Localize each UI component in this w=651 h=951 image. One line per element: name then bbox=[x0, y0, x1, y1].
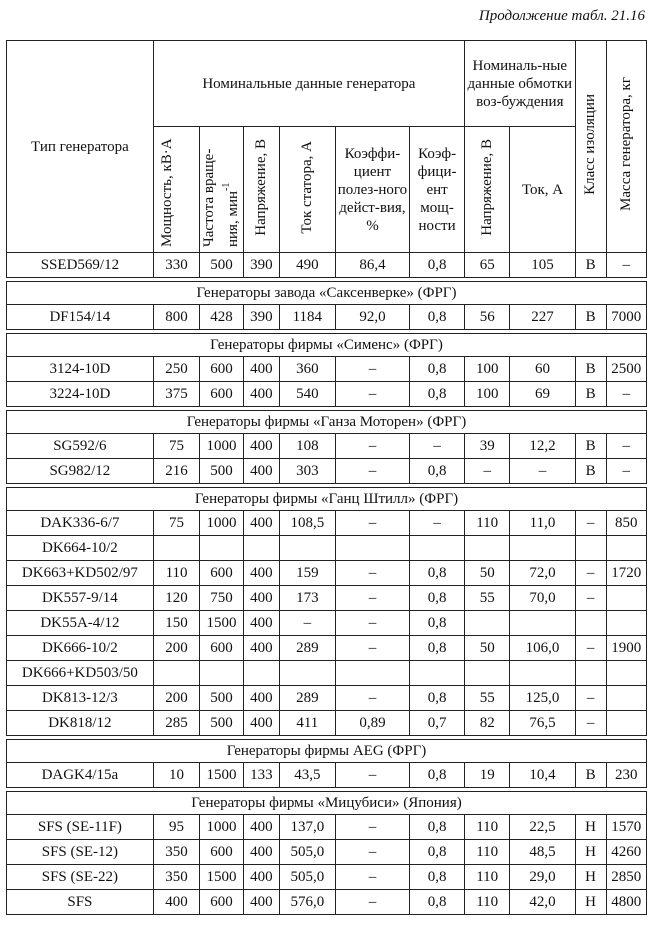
cell-mass bbox=[606, 711, 646, 736]
cell-exc-current: 12,2 bbox=[510, 434, 575, 459]
cell-mass: 1900 bbox=[606, 636, 646, 661]
cell-insulation bbox=[575, 611, 606, 636]
cell-efficiency: – bbox=[335, 382, 409, 407]
cell-current: 540 bbox=[279, 382, 335, 407]
cell-power bbox=[153, 661, 200, 686]
cell-exc-current: 29,0 bbox=[510, 865, 575, 890]
cell-exc-voltage: 82 bbox=[464, 711, 509, 736]
cell-power-factor: – bbox=[410, 434, 465, 459]
cell-voltage: 400 bbox=[243, 434, 279, 459]
table-row bbox=[7, 611, 647, 636]
table-row bbox=[7, 357, 647, 382]
cell-current: 108,5 bbox=[279, 511, 335, 536]
cell-power-factor: 0,7 bbox=[410, 711, 465, 736]
cell-speed: 500 bbox=[200, 686, 243, 711]
header-mass: Масса генератора, кг bbox=[606, 41, 646, 253]
cell-efficiency: – bbox=[335, 686, 409, 711]
table-row bbox=[7, 536, 647, 561]
cell-voltage: 400 bbox=[243, 815, 279, 840]
cell-exc-voltage: 100 bbox=[464, 357, 509, 382]
section-title: Генераторы фирмы «Ганза Моторен» (ФРГ) bbox=[7, 411, 647, 434]
cell-type: DK818/12 bbox=[7, 711, 154, 736]
cell-exc-current: 72,0 bbox=[510, 561, 575, 586]
cell-current: – bbox=[279, 611, 335, 636]
table-row bbox=[7, 459, 647, 484]
header-exc-current: Ток, А bbox=[510, 127, 575, 253]
cell-voltage: 133 bbox=[243, 763, 279, 788]
table-row bbox=[7, 561, 647, 586]
cell-voltage: 400 bbox=[243, 561, 279, 586]
cell-voltage: 400 bbox=[243, 459, 279, 484]
cell-mass: 4800 bbox=[606, 890, 646, 915]
cell-type: DK55A-4/12 bbox=[7, 611, 154, 636]
cell-voltage: 400 bbox=[243, 636, 279, 661]
cell-power-factor: 0,8 bbox=[410, 890, 465, 915]
cell-insulation: H bbox=[575, 815, 606, 840]
cell-mass: – bbox=[606, 382, 646, 407]
cell-power: 375 bbox=[153, 382, 200, 407]
cell-exc-current: 125,0 bbox=[510, 686, 575, 711]
table-row bbox=[7, 511, 647, 536]
cell-speed: 1000 bbox=[200, 815, 243, 840]
cell-power-factor: 0,8 bbox=[410, 865, 465, 890]
cell-speed: 500 bbox=[200, 253, 243, 278]
cell-current: 137,0 bbox=[279, 815, 335, 840]
cell-type: DF154/14 bbox=[7, 305, 154, 330]
cell-mass: 7000 bbox=[606, 305, 646, 330]
header-insulation: Класс изоляции bbox=[575, 41, 606, 253]
table-row bbox=[7, 815, 647, 840]
cell-type: 3224-10D bbox=[7, 382, 154, 407]
cell-type: DK666+KD503/50 bbox=[7, 661, 154, 686]
table-row bbox=[7, 763, 647, 788]
cell-efficiency: – bbox=[335, 357, 409, 382]
section-title-row bbox=[7, 334, 647, 357]
cell-exc-current bbox=[510, 536, 575, 561]
cell-exc-voltage: 110 bbox=[464, 865, 509, 890]
table-row bbox=[7, 586, 647, 611]
header-current: Ток статора, А bbox=[279, 127, 335, 253]
section-title-row bbox=[7, 411, 647, 434]
cell-insulation: B bbox=[575, 305, 606, 330]
cell-current: 108 bbox=[279, 434, 335, 459]
cell-voltage: 400 bbox=[243, 890, 279, 915]
cell-exc-voltage: 110 bbox=[464, 511, 509, 536]
cell-insulation: – bbox=[575, 686, 606, 711]
cell-type: SFS bbox=[7, 890, 154, 915]
cell-exc-voltage: 19 bbox=[464, 763, 509, 788]
cell-power-factor bbox=[410, 661, 465, 686]
header-type: Тип генератора bbox=[7, 41, 154, 253]
cell-mass: 4260 bbox=[606, 840, 646, 865]
header-nominal-group: Номинальные данные генератора bbox=[153, 41, 464, 127]
cell-power-factor: 0,8 bbox=[410, 586, 465, 611]
cell-speed: 1500 bbox=[200, 865, 243, 890]
cell-exc-current: 70,0 bbox=[510, 586, 575, 611]
cell-voltage: 400 bbox=[243, 711, 279, 736]
cell-current: 43,5 bbox=[279, 763, 335, 788]
cell-exc-voltage bbox=[464, 611, 509, 636]
cell-exc-voltage: 65 bbox=[464, 253, 509, 278]
cell-power-factor: 0,8 bbox=[410, 253, 465, 278]
cell-efficiency: – bbox=[335, 865, 409, 890]
section-title-row bbox=[7, 282, 647, 305]
cell-power-factor: 0,8 bbox=[410, 763, 465, 788]
cell-insulation bbox=[575, 536, 606, 561]
cell-power: 200 bbox=[153, 636, 200, 661]
cell-exc-current bbox=[510, 661, 575, 686]
cell-current: 360 bbox=[279, 357, 335, 382]
cell-exc-current: – bbox=[510, 459, 575, 484]
table-row bbox=[7, 636, 647, 661]
cell-type: DK664-10/2 bbox=[7, 536, 154, 561]
cell-insulation bbox=[575, 661, 606, 686]
cell-speed: 1500 bbox=[200, 611, 243, 636]
cell-exc-voltage: 110 bbox=[464, 890, 509, 915]
cell-type: 3124-10D bbox=[7, 357, 154, 382]
cell-power-factor: 0,8 bbox=[410, 686, 465, 711]
cell-speed: 600 bbox=[200, 382, 243, 407]
cell-mass: – bbox=[606, 459, 646, 484]
cell-efficiency: – bbox=[335, 840, 409, 865]
table-row bbox=[7, 711, 647, 736]
cell-type: DK666-10/2 bbox=[7, 636, 154, 661]
cell-insulation: B bbox=[575, 253, 606, 278]
cell-power-factor: 0,8 bbox=[410, 636, 465, 661]
table-row bbox=[7, 865, 647, 890]
cell-efficiency: – bbox=[335, 511, 409, 536]
cell-mass: 1570 bbox=[606, 815, 646, 840]
cell-type: SG982/12 bbox=[7, 459, 154, 484]
cell-speed bbox=[200, 661, 243, 686]
cell-speed: 600 bbox=[200, 636, 243, 661]
cell-speed: 500 bbox=[200, 459, 243, 484]
cell-speed: 750 bbox=[200, 586, 243, 611]
cell-power: 150 bbox=[153, 611, 200, 636]
cell-current: 411 bbox=[279, 711, 335, 736]
cell-insulation: – bbox=[575, 586, 606, 611]
cell-power-factor: 0,8 bbox=[410, 561, 465, 586]
cell-voltage: 400 bbox=[243, 686, 279, 711]
cell-efficiency bbox=[335, 661, 409, 686]
cell-power: 75 bbox=[153, 434, 200, 459]
table-row bbox=[7, 382, 647, 407]
cell-exc-voltage bbox=[464, 536, 509, 561]
cell-mass bbox=[606, 686, 646, 711]
cell-type: DK557-9/14 bbox=[7, 586, 154, 611]
cell-power: 330 bbox=[153, 253, 200, 278]
cell-insulation: H bbox=[575, 840, 606, 865]
cell-exc-voltage: 56 bbox=[464, 305, 509, 330]
cell-efficiency bbox=[335, 536, 409, 561]
cell-exc-current: 11,0 bbox=[510, 511, 575, 536]
cell-power: 350 bbox=[153, 840, 200, 865]
cell-current bbox=[279, 661, 335, 686]
cell-power: 800 bbox=[153, 305, 200, 330]
cell-speed: 600 bbox=[200, 840, 243, 865]
cell-type: DAK336-6/7 bbox=[7, 511, 154, 536]
cell-type: SFS (SE-22) bbox=[7, 865, 154, 890]
header-speed: Частота враще- ния, мин$^{-1}$ bbox=[200, 127, 243, 253]
cell-speed: 428 bbox=[200, 305, 243, 330]
cell-mass: 2500 bbox=[606, 357, 646, 382]
cell-current: 289 bbox=[279, 636, 335, 661]
cell-speed: 1500 bbox=[200, 763, 243, 788]
table-row bbox=[7, 661, 647, 686]
cell-mass bbox=[606, 661, 646, 686]
cell-exc-current: 106,0 bbox=[510, 636, 575, 661]
cell-power-factor: 0,8 bbox=[410, 840, 465, 865]
cell-insulation: B bbox=[575, 763, 606, 788]
section-title: Генераторы фирмы «Мицубиси» (Япония) bbox=[7, 792, 647, 815]
section-title-row bbox=[7, 792, 647, 815]
cell-exc-current: 69 bbox=[510, 382, 575, 407]
section-title-row bbox=[7, 740, 647, 763]
cell-voltage bbox=[243, 661, 279, 686]
cell-exc-voltage: 50 bbox=[464, 561, 509, 586]
cell-efficiency: – bbox=[335, 815, 409, 840]
cell-voltage: 390 bbox=[243, 253, 279, 278]
cell-current: 303 bbox=[279, 459, 335, 484]
cell-type: SFS (SE-11F) bbox=[7, 815, 154, 840]
cell-exc-current: 227 bbox=[510, 305, 575, 330]
cell-power-factor: 0,8 bbox=[410, 815, 465, 840]
cell-exc-voltage: 110 bbox=[464, 840, 509, 865]
cell-power-factor: 0,8 bbox=[410, 611, 465, 636]
cell-exc-voltage: – bbox=[464, 459, 509, 484]
cell-efficiency: – bbox=[335, 434, 409, 459]
cell-power-factor: 0,8 bbox=[410, 305, 465, 330]
cell-insulation: B bbox=[575, 357, 606, 382]
header-voltage: Напряжение, В bbox=[243, 127, 279, 253]
cell-insulation: B bbox=[575, 434, 606, 459]
cell-power: 10 bbox=[153, 763, 200, 788]
cell-exc-voltage: 100 bbox=[464, 382, 509, 407]
cell-exc-voltage: 110 bbox=[464, 815, 509, 840]
cell-power: 120 bbox=[153, 586, 200, 611]
cell-type: DK813-12/3 bbox=[7, 686, 154, 711]
cell-mass: – bbox=[606, 434, 646, 459]
section-title: Генераторы фирмы «Ганц Штилл» (ФРГ) bbox=[7, 488, 647, 511]
header-power: Мощность, кВ·А bbox=[153, 127, 200, 253]
cell-mass bbox=[606, 586, 646, 611]
cell-efficiency: – bbox=[335, 890, 409, 915]
cell-speed: 1000 bbox=[200, 511, 243, 536]
cell-power-factor bbox=[410, 536, 465, 561]
cell-efficiency: 0,89 bbox=[335, 711, 409, 736]
cell-exc-current: 42,0 bbox=[510, 890, 575, 915]
cell-insulation: – bbox=[575, 511, 606, 536]
cell-exc-current: 48,5 bbox=[510, 840, 575, 865]
cell-efficiency: – bbox=[335, 459, 409, 484]
cell-mass: 2850 bbox=[606, 865, 646, 890]
cell-speed: 500 bbox=[200, 711, 243, 736]
cell-exc-voltage: 55 bbox=[464, 686, 509, 711]
cell-current: 576,0 bbox=[279, 890, 335, 915]
cell-insulation: H bbox=[575, 865, 606, 890]
header-power-factor: Коэф-фици-ент мощ-ности bbox=[410, 127, 465, 253]
cell-speed: 600 bbox=[200, 561, 243, 586]
cell-insulation: – bbox=[575, 561, 606, 586]
cell-current: 173 bbox=[279, 586, 335, 611]
cell-power-factor: 0,8 bbox=[410, 357, 465, 382]
cell-power: 75 bbox=[153, 511, 200, 536]
cell-speed: 1000 bbox=[200, 434, 243, 459]
cell-exc-voltage: 50 bbox=[464, 636, 509, 661]
cell-current: 490 bbox=[279, 253, 335, 278]
cell-current: 289 bbox=[279, 686, 335, 711]
cell-efficiency: – bbox=[335, 763, 409, 788]
cell-power-factor: 0,8 bbox=[410, 382, 465, 407]
cell-power: 200 bbox=[153, 686, 200, 711]
cell-type: SSED569/12 bbox=[7, 253, 154, 278]
cell-efficiency: – bbox=[335, 636, 409, 661]
table-body bbox=[7, 253, 647, 915]
cell-type: SFS (SE-12) bbox=[7, 840, 154, 865]
cell-current: 159 bbox=[279, 561, 335, 586]
cell-insulation: – bbox=[575, 636, 606, 661]
cell-voltage: 400 bbox=[243, 357, 279, 382]
cell-mass: 850 bbox=[606, 511, 646, 536]
cell-voltage: 400 bbox=[243, 586, 279, 611]
cell-exc-current: 22,5 bbox=[510, 815, 575, 840]
cell-power-factor: – bbox=[410, 511, 465, 536]
table-row bbox=[7, 434, 647, 459]
table-row bbox=[7, 890, 647, 915]
cell-type: SG592/6 bbox=[7, 434, 154, 459]
cell-current: 1184 bbox=[279, 305, 335, 330]
cell-voltage: 400 bbox=[243, 611, 279, 636]
cell-current bbox=[279, 536, 335, 561]
cell-voltage: 400 bbox=[243, 382, 279, 407]
cell-mass bbox=[606, 611, 646, 636]
cell-mass: 230 bbox=[606, 763, 646, 788]
cell-voltage bbox=[243, 536, 279, 561]
cell-voltage: 400 bbox=[243, 865, 279, 890]
cell-mass: 1720 bbox=[606, 561, 646, 586]
header-excitation-group: Номиналь-ные данные обмотки воз-буждения bbox=[464, 41, 575, 127]
section-title: Генераторы фирмы «Сименс» (ФРГ) bbox=[7, 334, 647, 357]
cell-power: 285 bbox=[153, 711, 200, 736]
cell-exc-voltage: 55 bbox=[464, 586, 509, 611]
generator-table bbox=[6, 40, 647, 915]
table-row bbox=[7, 305, 647, 330]
section-title: Генераторы фирмы AEG (ФРГ) bbox=[7, 740, 647, 763]
section-title: Генераторы завода «Саксенверке» (ФРГ) bbox=[7, 282, 647, 305]
cell-exc-voltage: 39 bbox=[464, 434, 509, 459]
section-title-row bbox=[7, 488, 647, 511]
cell-current: 505,0 bbox=[279, 840, 335, 865]
cell-exc-current: 76,5 bbox=[510, 711, 575, 736]
cell-efficiency: – bbox=[335, 586, 409, 611]
cell-speed bbox=[200, 536, 243, 561]
cell-efficiency: 92,0 bbox=[335, 305, 409, 330]
cell-current: 505,0 bbox=[279, 865, 335, 890]
cell-power bbox=[153, 536, 200, 561]
cell-power-factor: 0,8 bbox=[410, 459, 465, 484]
cell-insulation: – bbox=[575, 711, 606, 736]
cell-speed: 600 bbox=[200, 890, 243, 915]
header-efficiency: Коэффи-циент полез-ного дейст-вия, % bbox=[335, 127, 409, 253]
cell-power: 400 bbox=[153, 890, 200, 915]
cell-insulation: B bbox=[575, 459, 606, 484]
cell-power: 110 bbox=[153, 561, 200, 586]
table-header bbox=[7, 41, 647, 253]
cell-power: 350 bbox=[153, 865, 200, 890]
cell-efficiency: 86,4 bbox=[335, 253, 409, 278]
cell-exc-voltage bbox=[464, 661, 509, 686]
cell-voltage: 400 bbox=[243, 511, 279, 536]
cell-power: 216 bbox=[153, 459, 200, 484]
header-exc-voltage: Напряжение, В bbox=[464, 127, 509, 253]
cell-power: 250 bbox=[153, 357, 200, 382]
cell-voltage: 400 bbox=[243, 840, 279, 865]
cell-insulation: H bbox=[575, 890, 606, 915]
table-row bbox=[7, 686, 647, 711]
table-caption: Продолжение табл. 21.16 bbox=[478, 8, 645, 24]
table-row bbox=[7, 840, 647, 865]
table-row bbox=[7, 253, 647, 278]
cell-exc-current: 105 bbox=[510, 253, 575, 278]
cell-exc-current: 60 bbox=[510, 357, 575, 382]
cell-mass bbox=[606, 536, 646, 561]
cell-type: DK663+KD502/97 bbox=[7, 561, 154, 586]
cell-insulation: B bbox=[575, 382, 606, 407]
cell-mass: – bbox=[606, 253, 646, 278]
cell-power: 95 bbox=[153, 815, 200, 840]
cell-voltage: 390 bbox=[243, 305, 279, 330]
cell-exc-current bbox=[510, 611, 575, 636]
cell-exc-current: 10,4 bbox=[510, 763, 575, 788]
cell-efficiency: – bbox=[335, 611, 409, 636]
cell-efficiency: – bbox=[335, 561, 409, 586]
cell-speed: 600 bbox=[200, 357, 243, 382]
cell-type: DAGK4/15a bbox=[7, 763, 154, 788]
